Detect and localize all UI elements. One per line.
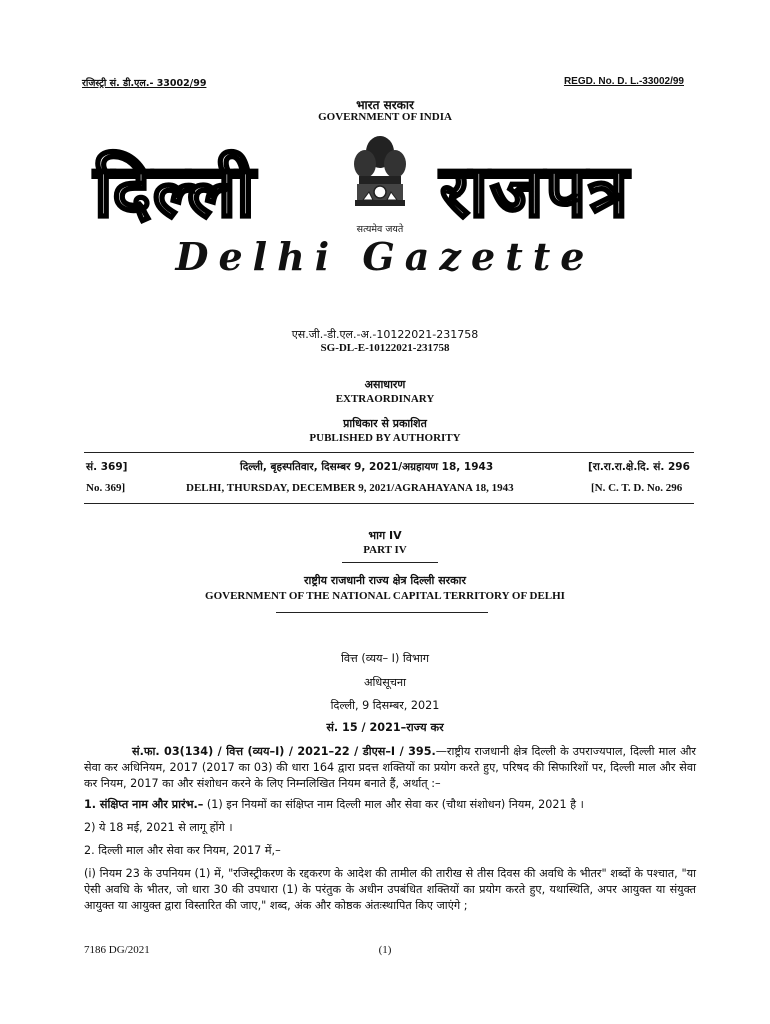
part-govt-hindi: राष्ट्रीय राजधानी राज्य क्षेत्र दिल्ली सरकार <box>304 574 466 587</box>
paragraph-3: (i) नियम 23 के उपनियम (1) में, "रजिस्ट्रीकरण के रद्दकरण के आदेश की तामील की तारीख से तीस दिवस की अवधि के भीतर" शब्दों के पश्चात, "या ऐसी अवधि के भीतर, जो धारा 30 की उपधारा (1) के परंतुक के अधीन उपबंधित शक्तियों का प्रयोग करते हुए, यथास्थिति, अपर आयुक्त या संयुक्त आयुक्त या आयुक्त द्वारा विस्तारित की जाए," शब्द, अंक और कोष्ठक अंतःस्थापित किए जाएंगे ; <box>84 867 696 912</box>
notification-number: सं. 15 / 2021–राज्य कर <box>326 721 444 734</box>
notification-intro-text: —राष्ट्रीय राजधानी क्षेत्र दिल्ली के उपराज्यपाल, दिल्ली माल और सेवा कर अधिनियम, 2017 (2017 का 03) की धारा 164 द्वारा प्रदत्त शक्तियों का प्रयोग करते हुए, परिषद की सिफारिशों पर, दिल्ली माल और सेवा कर नियम, 2017 का और संशोधन करने के लिए निम्नलिखित नियम बनाते हैं, अर्थात् :– <box>84 745 696 790</box>
extraordinary-english: EXTRAORDINARY <box>335 393 435 405</box>
extraordinary-hindi: असाधारण <box>364 378 406 391</box>
paragraph-1-text: (1) इन नियमों का संक्षिप्त नाम दिल्ली माल और सेवा कर (चौथा संशोधन) नियम, 2021 है । <box>206 798 584 811</box>
delhi-gazette-title: Delhi Gazette <box>175 234 595 279</box>
issue-ref-english: [N. C. T. D. No. 296 <box>591 482 683 494</box>
govt-hindi: भारत सरकार <box>356 98 414 112</box>
footer-code: 7186 DG/2021 <box>84 944 150 956</box>
govt-english: GOVERNMENT OF INDIA <box>318 111 452 123</box>
gazette-code-hindi: एस.जी.-डी.एल.-अ.-10122021-231758 <box>291 328 479 341</box>
paragraph-1 <box>84 797 696 813</box>
regd-number-hindi: रजिस्ट्री सं. डी.एल.- 33002/99 <box>82 78 207 89</box>
part-english: PART IV <box>363 544 407 556</box>
notification-ref: सं.फा. 03(134) / वित्त (व्यय–I) / 2021–22 / डीएस–I / 395. <box>132 745 436 758</box>
page-number: (1) <box>378 944 392 956</box>
gazette-code-english: SG-DL-E-10122021-231758 <box>320 342 450 354</box>
regd-number-english: REGD. No. D. L.-33002/99 <box>563 76 684 87</box>
place-date: दिल्ली, 9 दिसम्बर, 2021 <box>330 699 440 712</box>
issue-number-english: No. 369] <box>86 482 126 494</box>
issue-ref-hindi: [रा.रा.रा.क्षे.दि. सं. 296 <box>588 461 690 473</box>
national-emblem-icon <box>345 130 415 222</box>
emblem-motto: सत्यमेव जयते <box>356 224 404 235</box>
department: वित्त (व्यय– I) विभाग <box>340 652 430 665</box>
paragraph-2: 2. दिल्ली माल और सेवा कर नियम, 2017 में,– <box>84 844 281 857</box>
paragraph-1-2: 2) ये 18 मई, 2021 से लागू होंगे । <box>84 821 233 834</box>
part-hindi: भाग IV <box>368 529 402 542</box>
paragraph-1-label: 1. संक्षिप्त नाम और प्रारंभ.– <box>84 798 204 811</box>
notification-intro <box>84 744 696 792</box>
authority-english: PUBLISHED BY AUTHORITY <box>309 432 461 444</box>
issue-number-hindi: सं. 369] <box>86 461 128 473</box>
masthead-rajpatra-hindi: राजपत्र <box>440 149 631 233</box>
issue-date-english: DELHI, THURSDAY, DECEMBER 9, 2021/AGRAHAYANA 18, 1943 <box>186 482 514 494</box>
part-govt-english: GOVERNMENT OF THE NATIONAL CAPITAL TERRITORY OF DELHI <box>205 590 565 602</box>
notification-type: अधिसूचना <box>363 676 407 689</box>
authority-hindi: प्राधिकार से प्रकाशित <box>343 417 427 430</box>
masthead-delhi-hindi: दिल्ली <box>94 149 257 233</box>
issue-date-hindi: दिल्ली, बृहस्पतिवार, दिसम्बर 9, 2021/अग्रहायण 18, 1943 <box>240 461 494 473</box>
